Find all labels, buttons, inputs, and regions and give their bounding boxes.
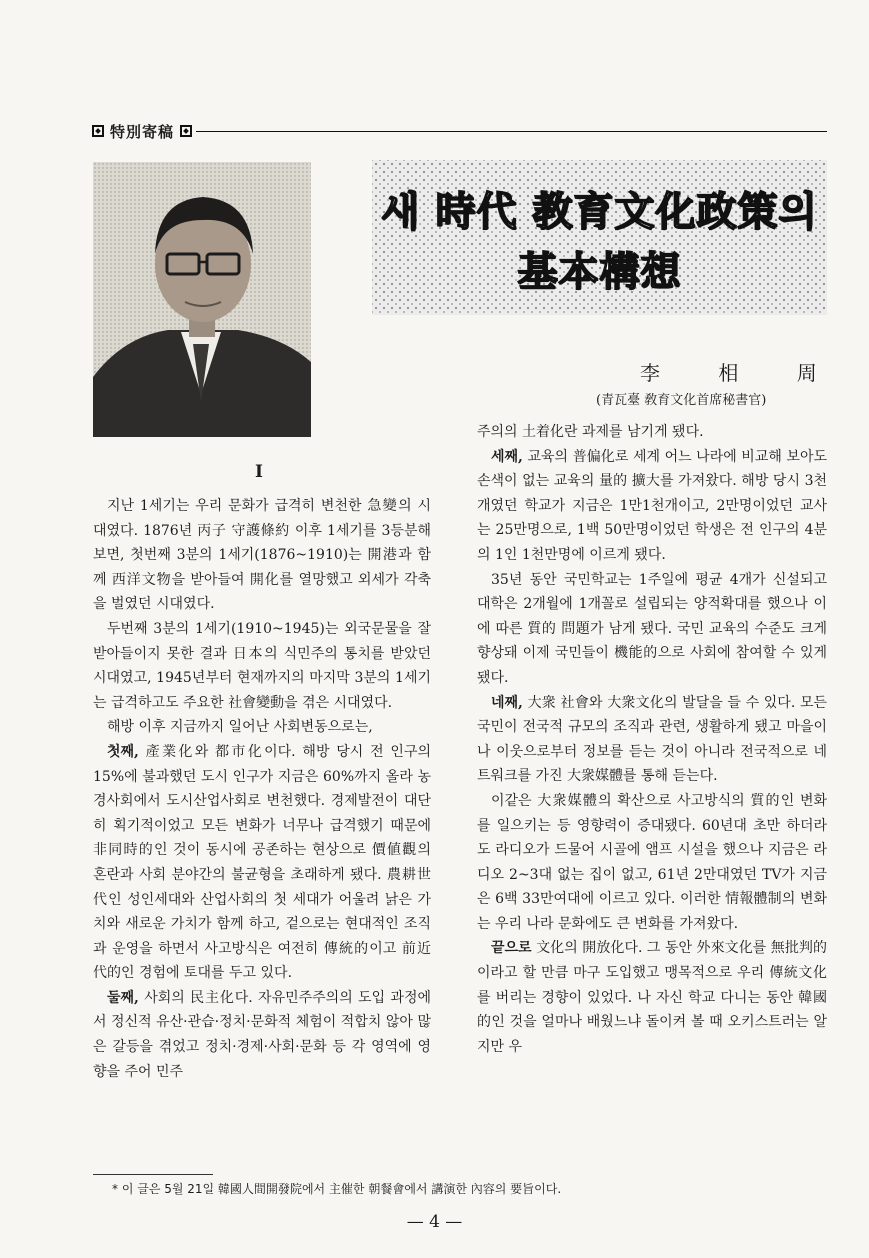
header-rule: [196, 131, 827, 132]
paragraph: 35년 동안 국민학교는 1주일에 평균 4개가 신설되고 대학은 2개월에 1개꼴로 설립되는 양적확대를 했으나 이에 따른 質的 問題가 남게 됐다. 국민 교육의 수준도 크게 향상돼 이제 국민들이 機能的으로 사회에 참여할 수 있게 됐다.: [477, 571, 827, 686]
paragraph-lead: 첫째,: [107, 743, 139, 760]
paragraph-body: 大衆 社會와 大衆文化의 발달을 들 수 있다. 모든 국민이 전국적 규모의 조직과 관련, 생활하게 됐고 마을이나 이웃으로부터 정보를 듣는 것이 아니라 전국적으로 네트워크를 가진 大衆媒體를 통해 듣는다.: [477, 694, 827, 785]
paragraph-body: 產業化와 都市化이다. 해방 당시 전 인구의 15%에 불과했던 도시 인구가 지금은 60%까지 올라 농경사회에서 도시산업사회로 변천했다. 경제발전이 대단히 획기적이었고 모든 변화가 너무나 급격했기 때문에 非同時的인 것이 동시에 공존하는 현상으로 價値觀의 혼란과 사회 분야간의 불균형을 초래하게 됐다. 農耕世代인 성인세대와 산업사회의 첫 세대가 어울려 낡은 가치와 새로운 가치가 함께 하고, 겉으로는 현대적인 조직과 운영을 하면서 사고방식은 여전히 傳統的이고 前近代的인 경험에 토대를 두고 있다.: [93, 743, 431, 982]
diamond-icon: [92, 125, 104, 137]
paragraph: 주의의 土着化란 과제를 남기게 됐다.: [477, 424, 704, 440]
paragraph: 이같은 大衆媒體의 확산으로 사고방식의 質的인 변화를 일으키는 등 영향력이 증대됐다. 60년대 초만 하더라도 라디오가 드물어 시골에 앰프 시설을 했으나 지금은 라디오 2~3대 없는 집이 없고, 61년 2만대였던 TV가 지금은 6백 33만여대에 이르고 있다. 이러한 情報體制의 변화는 우리 나라 문화에도 큰 변화를 가져왔다.: [477, 792, 827, 932]
footnote: * 이 글은 5월 21일 韓國人間開發院에서 主催한 朝餐會에서 講演한 內容의 要旨이다.: [112, 1182, 562, 1196]
paragraph-lead: 네째,: [491, 694, 523, 711]
paragraph-lead: 세째,: [491, 448, 523, 465]
author-portrait: [93, 162, 311, 437]
paragraph: [93, 740, 431, 986]
paragraph: 두번째 3분의 1세기(1910~1945)는 외국문물을 잘 받아들이지 못한 결과 日本의 식민주의 통치를 받았던 시대였고, 1945년부터 현재까지의 마지막 3분의 1세기는 급격하고도 주요한 社會變動을 겪은 시대였다.: [93, 620, 431, 711]
diamond-icon: [180, 125, 192, 137]
paragraph: [477, 445, 827, 568]
article-title-box: [372, 160, 827, 315]
right-text-column: [477, 420, 827, 1059]
paragraph-body: 文化의 開放化다. 그 동안 外來文化를 無批判的이라고 할 만큼 마구 도입했고 맹목적으로 우리 傳統文化를 버리는 경향이 있었다. 나 자신 학교 다니는 동안 韓國的인 것을 얼마나 배웠느냐 돌이켜 볼 때 오키스트러는 알지만 우: [477, 940, 827, 1055]
portrait-image: [93, 162, 311, 437]
paragraph-body: 사회의 民主化다. 자유민주주의의 도입 과정에서 정신적 유산·관습·정치·문화적 체험이 적합치 않아 많은 갈등을 겪었고 정치·경제·사회·문화 등 각 영역에 영향을 주어 민주: [93, 989, 431, 1080]
title-line-2: 基本構想: [517, 249, 682, 295]
paragraph-body: 교육의 普偏化로 세계 어느 나라에 비교해 보아도 손색이 없는 교육의 量的 擴大를 가져왔다. 해방 당시 3천개였던 학교가 지금은 1만1천개이고, 2만명이었던 교사는 25만명으로, 1백 50만명이었던 학생은 전 인구의 4분의 1인 1천만명에 이르게 됐다.: [477, 448, 827, 563]
section-number: I: [255, 462, 263, 482]
footnote-rule: [93, 1174, 213, 1175]
page-number: — 4 —: [406, 1212, 463, 1232]
paragraph: 해방 이후 지금까지 일어난 사회변동으로는,: [107, 719, 373, 736]
author-name: 李 相 周: [640, 361, 843, 385]
paragraph-lead: 끝으로: [491, 940, 532, 957]
paragraph-lead: 둘째,: [107, 989, 139, 1006]
left-text-column: [93, 494, 431, 1084]
section-header: [92, 120, 827, 142]
paragraph: [93, 986, 431, 1084]
header-label: 特別寄稿: [110, 122, 175, 141]
author-affiliation: (青瓦臺 敎育文化首席秘書官): [596, 393, 767, 408]
paragraph: [477, 936, 827, 1059]
title-line-1: 새 時代 教育文化政策의: [380, 189, 819, 235]
paragraph: [477, 691, 827, 789]
paragraph: 지난 1세기는 우리 문화가 급격히 변천한 急變의 시대였다. 1876년 丙子 守護條約 이후 1세기를 3등분해 보면, 첫번째 3분의 1세기(1876~1910)는 開港과 함께 西洋文物을 받아들여 開化를 열망했고 외세가 각축을 벌였던 시대였다.: [93, 498, 431, 613]
